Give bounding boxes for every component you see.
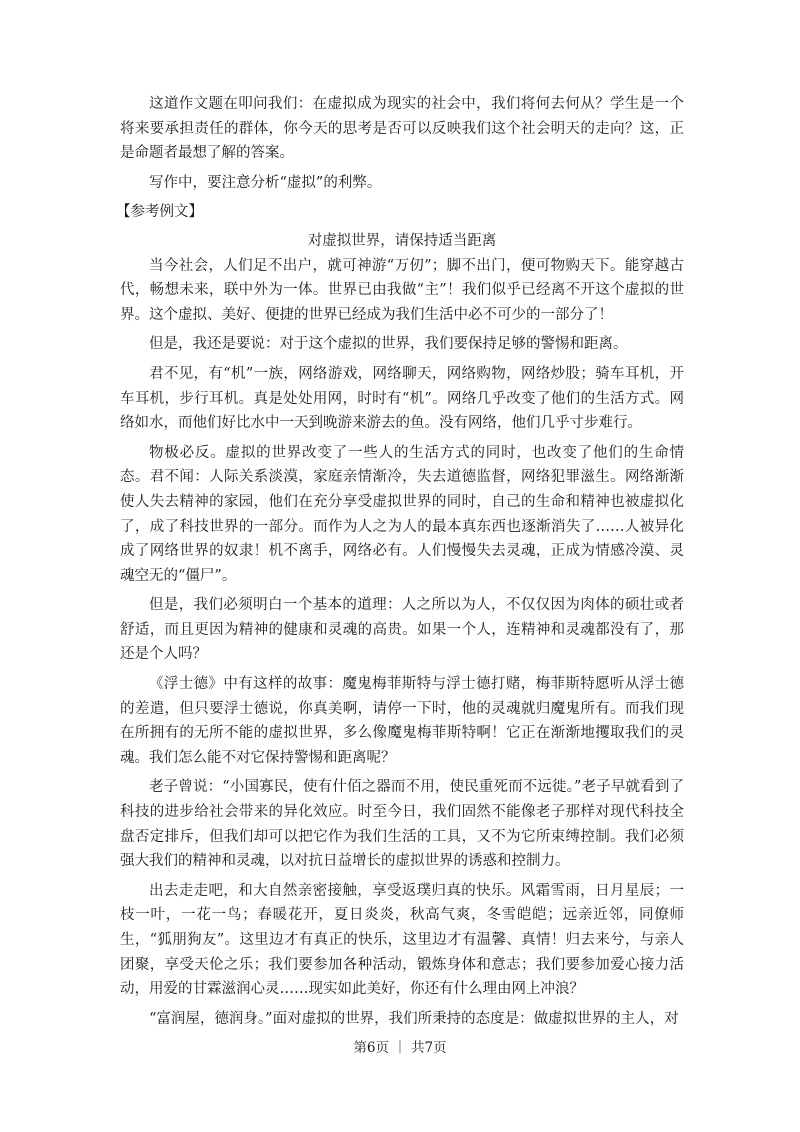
essay-paragraph: 出去走走吧，和大自然亲密接触，享受返璞归真的快乐。风霜雪雨，日月星辰；一枝一叶，一花一鸟；春暖花开，夏日炎炎，秋高气爽，冬雪皑皑；远亲近邻，同僚师生，“狐朋狗友”。这里边才有真正的快乐，这里边才有温馨、真情！归去来兮，与亲人团聚，享受天伦之乐；我们要参加各种活动，锻炼身体和意志；我们要参加爱心接力活动，用爱的甘霖滋润心灵……现实如此美好，你还有什么理由网上冲浪？ bbox=[120, 882, 684, 998]
essay-paragraph: 当今社会，人们足不出户，就可神游“万仞”；脚不出门，便可物购天下。能穿越古代，畅想未来，联中外为一体。世界已由我做“主”！我们似乎已经离不开这个虚拟的世界。这个虚拟、美好、便捷的世界已经成为我们生活中必不可少的一部分了！ bbox=[120, 257, 684, 323]
intro-paragraph: 写作中，要注意分析“虚拟”的利弊。 bbox=[149, 174, 382, 191]
intro-paragraph: 这道作文题在叩问我们：在虚拟成为现实的社会中，我们将何去何从？学生是一个将来要承担责任的群体，你今天的思考是否可以反映我们这个社会明天的走向？这，正是命题者最想了解的答案。 bbox=[120, 96, 684, 162]
page-footer: 第6页 ｜ 共7页 bbox=[353, 1040, 447, 1056]
essay-paragraph: 物极必反。虚拟的世界改变了一些人的生活方式的同时，也改变了他们的生命情态。君不闻：人际关系淡漠，家庭亲情渐冷，失去道德监督，网络犯罪滋生。网络渐渐使人失去精神的家园，他们在充分享受虚拟世界的同时，自己的生命和精神也被虚拟化了，成了科技世界的一部分。而作为人之为人的最本真东西也逐渐消失了……人被异化成了网络世界的奴隶！机不离手，网络必有。人们慢慢失去灵魂，正成为情感冷漠、灵魂空无的“僵尸”。 bbox=[120, 444, 684, 584]
essay-paragraph: 但是，我还是要说：对于这个虚拟的世界，我们要保持足够的警惕和距离。 bbox=[149, 336, 628, 353]
essay-paragraph: “富润屋，德润身。”面对虚拟的世界，我们所秉持的态度是：做虚拟世界的主人，对 bbox=[149, 1010, 679, 1027]
essay-paragraph: 但是，我们必须明白一个基本的道理：人之所以为人，不仅仅因为肉体的硕壮或者舒适，而且更因为精神的健康和灵魂的高贵。如果一个人，连精神和灵魂都没有了，那还是个人吗？ bbox=[120, 597, 684, 663]
essay-paragraph: 老子曾说：“小国寡民，使有什佰之器而不用，使民重死而不远徙。”老子早就看到了科技的进步给社会带来的异化效应。时至今日，我们固然不能像老子那样对现代科技全盘否定排斥，但我们却可以把它作为我们生活的工具，又不为它所束缚控制。我们必须强大我们的精神和灵魂，以对抗日益增长的虚拟世界的诱惑和控制力。 bbox=[120, 779, 684, 870]
essay-paragraph: 《浮士德》中有这样的故事：魔鬼梅菲斯特与浮士德打赌，梅菲斯特愿听从浮士德的差遣，但只要浮士德说，你真美啊，请停一下时，他的灵魂就归魔鬼所有。而我们现在所拥有的无所不能的虚拟世界，多么像魔鬼梅菲斯特啊！它正在渐渐地攫取我们的灵魂。我们怎么能不对它保持警惕和距离呢？ bbox=[120, 676, 684, 766]
reference-label: 【参考例文】 bbox=[116, 204, 203, 221]
essay-title: 对虚拟世界，请保持适当距离 bbox=[307, 232, 497, 249]
document-body bbox=[116, 92, 684, 1031]
essay-paragraph: 君不见，有“机”一族，网络游戏，网络聊天，网络购物，网络炒股；骑车耳机，开车耳机，步行耳机。真是处处用网，时时有“机”。网络几乎改变了他们的生活方式。网络如水，而他们好比水中一天到晚游来游去的鱼。没有网络，他们几乎寸步难行。 bbox=[120, 365, 684, 432]
